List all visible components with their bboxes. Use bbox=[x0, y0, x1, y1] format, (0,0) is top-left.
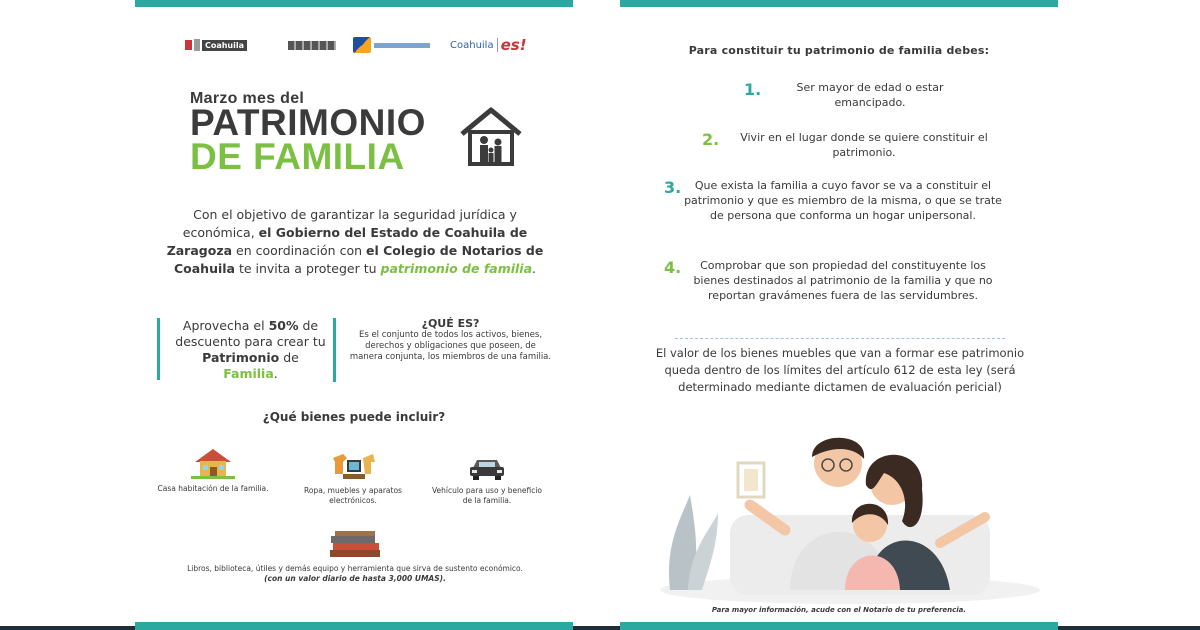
promo-familia: Familia bbox=[223, 366, 274, 381]
promo-text-2: de descuento para crear tu bbox=[175, 318, 326, 349]
house-icon bbox=[191, 446, 235, 480]
bien-libros-label: Libros, biblioteca, útiles y demás equipo y herramienta que sirva de sustento económico. bbox=[187, 564, 523, 573]
logo-gobierno-coahuila bbox=[185, 36, 247, 54]
promo-text-4: . bbox=[273, 366, 278, 381]
intro-text-1: Con el objetivo de garantizar la seguridad jurídica y económica, bbox=[182, 207, 517, 240]
promo-text-3: de bbox=[279, 350, 299, 365]
promo-percent: 50% bbox=[268, 318, 299, 333]
bien-libros-sub: (con un valor diario de hasta 3,000 UMAS). bbox=[264, 574, 446, 583]
intro-text-3: te invita a proteger tu bbox=[234, 261, 381, 276]
intro-paragraph bbox=[165, 206, 545, 278]
promo-patrimonio: Patrimonio bbox=[202, 350, 280, 365]
bien-libros bbox=[185, 530, 525, 584]
requirement-1-text: Ser mayor de edad o estar emancipado. bbox=[796, 81, 944, 109]
bienes-title: ¿Qué bienes puede incluir? bbox=[262, 410, 446, 424]
contact-footer: Para mayor información, acude con el Notario de tu preferencia. bbox=[711, 606, 967, 614]
intro-patrimonio: patrimonio de familia bbox=[380, 261, 533, 276]
right-flyer-panel bbox=[620, 0, 1058, 630]
logo-4-name: Coahuila bbox=[450, 39, 494, 51]
logo-block-red bbox=[185, 40, 192, 50]
discount-promo bbox=[157, 318, 327, 380]
title-line-3: DE FAMILIA bbox=[190, 136, 405, 177]
requirement-2-text: Vivir en el lugar donde se quiere constituir el patrimonio. bbox=[740, 131, 988, 159]
requirement-2-number: 2. bbox=[702, 130, 720, 149]
logo-1-text: Coahuila bbox=[202, 40, 247, 51]
clothes-electronics-icon bbox=[329, 452, 377, 482]
logo-2-bar bbox=[288, 41, 336, 50]
intro-colegio: el Colegio de Notarios de Coahuila bbox=[173, 243, 544, 276]
valuation-note: El valor de los bienes muebles que van a formar ese patrimonio queda dentro de los límites del artículo 612 de esta ley (será determinado mediante dictamen de evaluación pericial) bbox=[655, 346, 1025, 394]
left-flyer-panel bbox=[135, 0, 573, 630]
main-title bbox=[190, 90, 530, 175]
requirement-1-number: 1. bbox=[744, 80, 762, 99]
bien-vehiculo-label: Vehículo para uso y beneficio de la familia. bbox=[431, 486, 543, 505]
logo-colegio-notarios bbox=[288, 36, 336, 54]
promo-text-1: Aprovecha el bbox=[182, 318, 269, 333]
bien-casa-label: Casa habitación de la familia. bbox=[157, 484, 269, 493]
bien-casa bbox=[153, 446, 273, 494]
section-divider bbox=[675, 338, 1005, 339]
que-es-box bbox=[333, 318, 553, 382]
family-illustration bbox=[640, 425, 1040, 605]
que-es-body: Es el conjunto de todos los activos, bienes, derechos y obligaciones que poseen, de manera conjunta, los miembros de una familia. bbox=[349, 330, 552, 362]
requirement-4-text: Comprobar que son propiedad del constituyente los bienes destinados al patrimonio de la familia y que no reportan gravámenes fuera de las servidumbres. bbox=[693, 259, 993, 302]
que-es-title: ¿QUÉ ES? bbox=[421, 317, 480, 330]
title-line-1: Marzo mes del bbox=[190, 90, 305, 107]
requirement-4 bbox=[662, 258, 1002, 303]
intro-gobierno: el Gobierno del Estado de Coahuila de Zaragoza bbox=[166, 225, 528, 258]
title-line-2: PATRIMONIO bbox=[190, 102, 426, 143]
requirements-title: Para constituir tu patrimonio de familia debes: bbox=[688, 44, 990, 57]
family-house-icon bbox=[458, 106, 524, 166]
requirement-2 bbox=[700, 130, 1000, 160]
requirement-3-text: Que exista la familia a cuyo favor se va a constituir el patrimonio y que es miembro de la misma, o que se trate de persona que conforma un hogar unipersonal. bbox=[684, 179, 1002, 222]
logo-3-mark bbox=[353, 37, 371, 53]
top-accent-bar bbox=[620, 0, 1058, 7]
requirement-3 bbox=[662, 178, 1002, 223]
logo-block-gray bbox=[194, 39, 200, 51]
books-icon bbox=[326, 530, 384, 560]
requirement-4-number: 4. bbox=[664, 258, 682, 277]
bien-ropa-label: Ropa, muebles y aparatos electrónicos. bbox=[304, 486, 402, 505]
top-accent-bar bbox=[135, 0, 573, 7]
logos-row bbox=[185, 36, 530, 56]
logo-4-tag: es! bbox=[500, 36, 527, 54]
bottom-accent-bar bbox=[135, 622, 573, 630]
bien-ropa bbox=[293, 452, 413, 506]
logo-coahuila-es bbox=[450, 36, 530, 54]
logo-3-text bbox=[374, 43, 430, 48]
requirement-3-number: 3. bbox=[664, 178, 682, 197]
bien-vehiculo bbox=[427, 456, 547, 506]
intro-text-4: . bbox=[532, 261, 537, 276]
logo-4-separator bbox=[497, 38, 498, 52]
requirement-1 bbox=[740, 80, 970, 110]
bottom-accent-bar bbox=[620, 622, 1058, 630]
car-icon bbox=[467, 456, 507, 482]
logo-secretaria bbox=[353, 36, 435, 54]
intro-text-2: en coordinación con bbox=[232, 243, 366, 258]
